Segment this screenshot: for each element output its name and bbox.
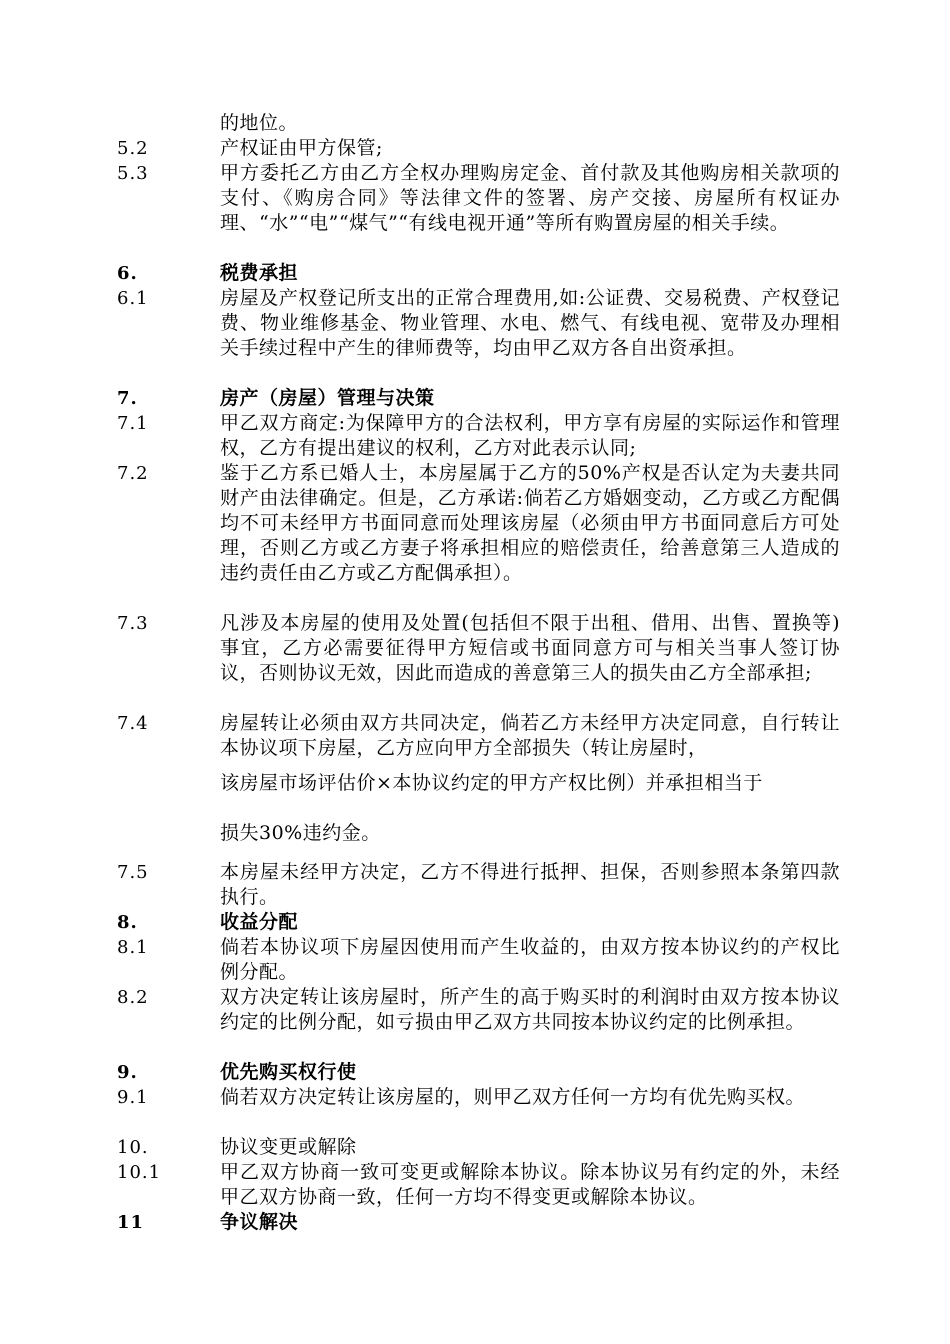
section-number: 9. (117, 1062, 138, 1083)
clause-text: 倘若本协议项下房屋因使用而产生收益的，由双方按本协议约的产权比例分配。 (220, 936, 840, 983)
clause-number: 7.3 (117, 613, 149, 634)
section-title: 税费承担 (220, 262, 299, 284)
section-title: 房产（房屋）管理与决策 (220, 387, 435, 409)
section-title: 优先购买权行使 (220, 1061, 357, 1083)
section-number: 7. (117, 388, 138, 409)
section-number: 6. (117, 263, 138, 284)
clause-number: 7.2 (117, 463, 149, 484)
clause-number: 7.5 (117, 862, 149, 883)
section-number: 8. (117, 912, 138, 933)
section-title: 收益分配 (220, 911, 299, 933)
clause-text: 房屋及产权登记所支出的正常合理费用,如:公证费、交易税费、产权登记费、物业维修基金、物业管理、水电、燃气、有线电视、宽带及办理相关手续过程中产生的律师费等，均由甲乙双方各自出资承担。 (220, 287, 840, 359)
section-number: 11 (117, 1212, 145, 1233)
clause-text: 损失30%违约金。 (220, 822, 381, 844)
clause-number: 8.2 (117, 987, 149, 1008)
clause-text: 产权证由甲方保管; (220, 137, 383, 159)
section-number: 10. (117, 1137, 149, 1158)
clause-number: 8.1 (117, 937, 149, 958)
clause-number: 7.1 (117, 413, 149, 434)
clause-text: 房屋转让必须由双方共同决定，倘若乙方未经甲方决定同意，自行转让本协议项下房屋，乙方应向甲方全部损失（转让房屋时， (220, 712, 840, 759)
clause-number: 5.2 (117, 138, 149, 159)
clause-text: 鉴于乙方系已婚人士，本房屋属于乙方的50%产权是否认定为夫妻共同财产由法律确定。但是，乙方承诺:倘若乙方婚姻变动，乙方或乙方配偶均不可未经甲方书面同意而处理该房屋（必须由甲方书面同意后方可处理，否则乙方或乙方妻子将承担相应的赔偿责任，给善意第三人造成的违约责任由乙方或乙方配偶承担）。 (220, 462, 840, 584)
clause-text: 甲方委托乙方由乙方全权办理购房定金、首付款及其他购房相关款项的支付、《购房合同》等法律文件的签署、房产交接、房屋所有权证办理、“水”“电”“煤气”“有线电视开通”等所有购置房屋的相关手续。 (220, 162, 840, 234)
clause-text: 凡涉及本房屋的使用及处置(包括但不限于出租、借用、出售、置换等)事宜，乙方必需要征得甲方短信或书面同意方可与相关当事人签订协议，否则协议无效，因此而造成的善意第三人的损失由乙方全部承担; (220, 612, 840, 684)
clause-text: 甲乙双方商定:为保障甲方的合法权利，甲方享有房屋的实际运作和管理权，乙方有提出建议的权利，乙方对此表示认同; (220, 412, 840, 459)
clause-number: 10.1 (117, 1162, 162, 1183)
clause-text: 的地位。 (220, 112, 299, 134)
section-title: 协议变更或解除 (220, 1136, 357, 1158)
clause-text: 该房屋市场评估价×本协议约定的甲方产权比例）并承担相当于 (220, 772, 763, 794)
clause-number: 9.1 (117, 1087, 149, 1108)
clause-text: 双方决定转让该房屋时，所产生的高于购买时的利润时由双方按本协议约定的比例分配，如亏损由甲乙双方共同按本协议约定的比例承担。 (220, 986, 840, 1033)
clause-text: 倘若双方决定转让该房屋的，则甲乙双方任何一方均有优先购买权。 (220, 1086, 806, 1108)
clause-text: 甲乙双方协商一致可变更或解除本协议。除本协议另有约定的外，未经甲乙双方协商一致，任何一方均不得变更或解除本协议。 (220, 1161, 840, 1208)
clause-number: 5.3 (117, 163, 149, 184)
section-title: 争议解决 (220, 1211, 299, 1233)
clause-number: 6.1 (117, 288, 149, 309)
clause-text: 本房屋未经甲方决定，乙方不得进行抵押、担保，否则参照本条第四款执行。 (220, 861, 840, 908)
clause-number: 7.4 (117, 713, 149, 734)
